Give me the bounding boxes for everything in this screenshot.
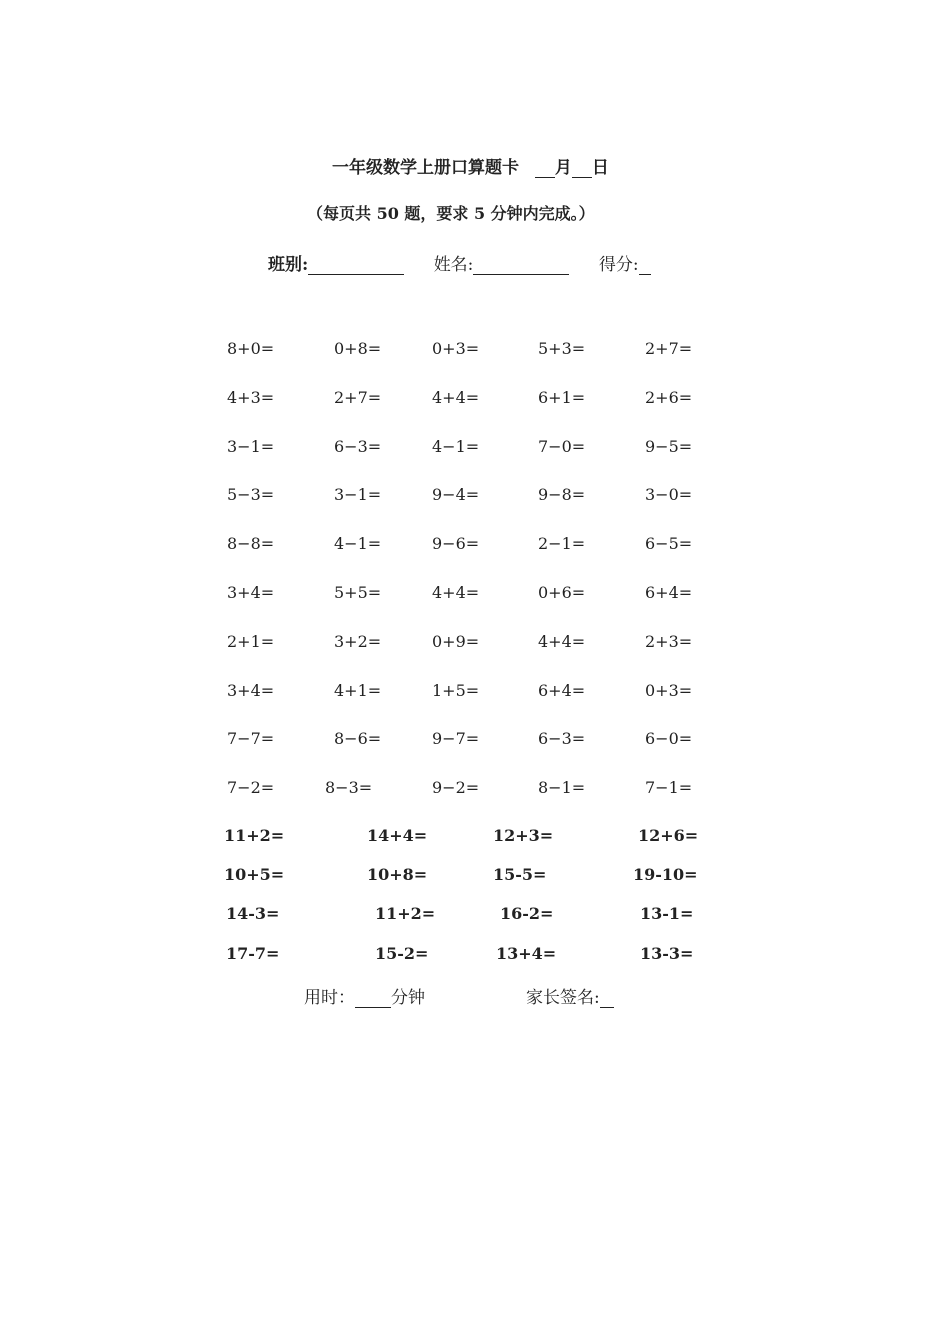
score-label: 得分:: [598, 255, 639, 275]
problem-item: 2+7=: [334, 387, 382, 407]
info-line: [268, 250, 651, 275]
problem-item: 9−2=: [432, 778, 480, 798]
problem-item: 6+1=: [538, 387, 586, 407]
problem-item: 6+4=: [645, 583, 693, 602]
bold-problem-item: 12+3=: [493, 826, 554, 845]
parent-signature: [526, 983, 614, 1008]
problem-item: 8−1=: [538, 778, 586, 798]
problem-item: 6−5=: [645, 534, 693, 554]
score-field[interactable]: [639, 254, 651, 275]
problem-item: 9−6=: [432, 534, 480, 554]
problem-item: 1+5=: [432, 680, 480, 700]
problem-item: 8−3=: [325, 778, 373, 798]
problem-item: 6+4=: [538, 680, 586, 700]
problem-item: 3−1=: [227, 436, 275, 456]
problem-item: 3+2=: [334, 631, 382, 651]
page-title: [332, 153, 609, 178]
problem-item: 9−5=: [645, 436, 693, 456]
problem-item: 5+5=: [334, 583, 382, 602]
bold-problem-item: 11+2=: [375, 904, 436, 923]
problem-item: 0+9=: [432, 631, 480, 651]
problem-item: 2+7=: [645, 339, 693, 358]
bold-problem-item: 15-5=: [493, 865, 547, 884]
bold-problem-item: 13-3=: [640, 944, 694, 963]
problem-item: 5−3=: [227, 485, 275, 505]
problem-item: 7−2=: [227, 778, 275, 798]
day-blank[interactable]: [572, 157, 592, 178]
month-label: 月: [554, 158, 572, 178]
problem-item: 2+6=: [645, 387, 693, 407]
problem-item: 9−7=: [432, 729, 480, 749]
name-field[interactable]: [473, 254, 569, 275]
problem-item: 9−8=: [538, 485, 586, 505]
day-label: 日: [591, 158, 609, 178]
problem-item: 4+4=: [432, 387, 480, 407]
bold-problem-item: 16-2=: [500, 904, 554, 923]
problem-item: 2+3=: [645, 631, 693, 651]
problem-item: 4+3=: [227, 387, 275, 407]
problem-item: 4+1=: [334, 680, 382, 700]
bold-problem-item: 13+4=: [496, 944, 557, 963]
problem-item: 7−1=: [645, 778, 693, 798]
problem-item: 8−6=: [334, 729, 382, 749]
problem-item: 6−0=: [645, 729, 693, 749]
time-field[interactable]: [355, 987, 391, 1008]
name-label: 姓名:: [433, 255, 474, 275]
problem-item: 6−3=: [334, 436, 382, 456]
problem-item: 0+6=: [538, 583, 586, 602]
parent-signature-field[interactable]: [600, 987, 614, 1008]
bold-problem-item: 10+5=: [224, 865, 285, 884]
problem-item: 4+4=: [432, 583, 480, 602]
time-label: 用时：: [304, 988, 355, 1008]
problem-item: 3−0=: [645, 485, 693, 505]
title-text: 一年级数学上册口算题卡: [332, 158, 519, 178]
problem-item: 3−1=: [334, 485, 382, 505]
instruction-text: （每页共 50 题，要求 5 分钟内完成。）: [307, 204, 595, 223]
problem-item: 7−7=: [227, 729, 275, 749]
bold-problem-item: 13-1=: [640, 904, 694, 923]
problem-item: 5+3=: [538, 339, 586, 358]
problem-item: 4−1=: [334, 534, 382, 554]
minutes-label: 分钟: [391, 988, 425, 1008]
bold-problem-item: 17-7=: [226, 944, 280, 963]
problem-item: 0+3=: [645, 680, 693, 700]
problem-item: 2−1=: [538, 534, 586, 554]
parent-label: 家长签名:: [526, 988, 600, 1008]
bold-problem-item: 12+6=: [638, 826, 699, 845]
bold-problem-item: 15-2=: [375, 944, 429, 963]
problem-item: 3+4=: [227, 680, 275, 700]
time-used: [304, 983, 425, 1008]
bold-problem-item: 14-3=: [226, 904, 280, 923]
month-blank[interactable]: [535, 157, 555, 178]
problem-item: 0+8=: [334, 339, 382, 358]
bold-problem-item: 11+2=: [224, 826, 285, 845]
problem-item: 8+0=: [227, 339, 275, 358]
problem-item: 3+4=: [227, 583, 275, 602]
problem-item: 2+1=: [227, 631, 275, 651]
bold-problem-item: 19-10=: [633, 865, 698, 884]
problem-item: 0+3=: [432, 339, 480, 358]
bold-problem-item: 14+4=: [367, 826, 428, 845]
problem-item: 9−4=: [432, 485, 480, 505]
bold-problem-item: 10+8=: [367, 865, 428, 884]
problem-item: 4−1=: [432, 436, 480, 456]
problem-item: 4+4=: [538, 631, 586, 651]
problem-item: 6−3=: [538, 729, 586, 749]
class-label: 班别:: [268, 255, 309, 275]
problem-item: 8−8=: [227, 534, 275, 554]
class-field[interactable]: [308, 254, 404, 275]
problem-item: 7−0=: [538, 436, 586, 456]
